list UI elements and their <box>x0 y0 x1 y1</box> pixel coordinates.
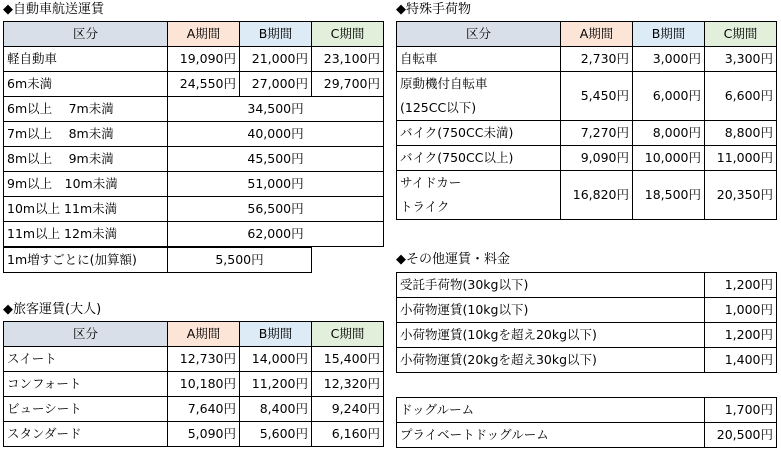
col-header-period-c: C期間 <box>312 22 384 47</box>
price-b: 6,000円 <box>633 72 705 121</box>
special-baggage-title: ◆特殊手荷物 <box>396 2 471 17</box>
car-fare-table <box>3 21 384 247</box>
price: 20,500円 <box>705 423 777 448</box>
price-b: 10,000円 <box>633 146 705 171</box>
row-label-line: 自転車 <box>400 51 438 66</box>
special-baggage-table <box>396 21 777 220</box>
row-label: 7m以上 8m未満 <box>4 122 168 147</box>
table-row <box>4 222 384 247</box>
row-label: 受託手荷物(30kg以下) <box>397 273 705 298</box>
row-label-line: バイク(750CC以上) <box>400 150 514 165</box>
passenger-fare-table <box>3 321 384 447</box>
row-label: 9m以上 10m未満 <box>4 172 168 197</box>
table-row <box>397 47 777 72</box>
table-header-row <box>4 22 384 47</box>
price-a: 7,640円 <box>168 397 240 422</box>
price-a: 7,270円 <box>561 121 633 146</box>
price-c: 6,600円 <box>705 72 777 121</box>
price-a: 12,730円 <box>168 347 240 372</box>
col-header-period-c: C期間 <box>705 22 777 47</box>
price-all: 40,000円 <box>168 122 384 147</box>
price-a: 16,820円 <box>561 171 633 220</box>
col-header-period-b: B期間 <box>240 22 312 47</box>
price-c: 3,300円 <box>705 47 777 72</box>
table-row <box>397 423 777 448</box>
price: 1,000円 <box>705 298 777 323</box>
row-label <box>397 72 561 121</box>
row-label: ドッグルーム <box>397 398 705 423</box>
table-row <box>4 72 384 97</box>
col-header-period-b: B期間 <box>633 22 705 47</box>
row-label: プライベートドッグルーム <box>397 423 705 448</box>
table-row <box>4 97 384 122</box>
table-row <box>397 72 777 121</box>
table-row <box>397 121 777 146</box>
table-row <box>397 171 777 220</box>
price-b: 18,500円 <box>633 171 705 220</box>
price-a: 9,090円 <box>561 146 633 171</box>
row-label <box>397 47 561 72</box>
price-all: 56,500円 <box>168 197 384 222</box>
row-label-line: (125CC以下) <box>400 100 477 115</box>
table-row <box>4 372 384 397</box>
row-label <box>397 146 561 171</box>
row-label <box>397 171 561 220</box>
table-row <box>4 422 384 447</box>
row-label: スタンダード <box>4 422 168 447</box>
table-row <box>4 147 384 172</box>
price-c: 8,800円 <box>705 121 777 146</box>
price-a: 5,090円 <box>168 422 240 447</box>
col-header-category: 区分 <box>397 22 561 47</box>
price-c: 29,700円 <box>312 72 384 97</box>
price-b: 11,200円 <box>240 372 312 397</box>
col-header-category: 区分 <box>4 322 168 347</box>
col-header-period-a: A期間 <box>168 322 240 347</box>
table-row <box>397 398 777 423</box>
row-label: スイート <box>4 347 168 372</box>
price: 1,200円 <box>705 323 777 348</box>
row-label <box>397 121 561 146</box>
car-fare-title: ◆自動車航送運賃 <box>3 2 104 17</box>
price-b: 5,600円 <box>240 422 312 447</box>
price-b: 27,000円 <box>240 72 312 97</box>
table-row <box>4 347 384 372</box>
table-row <box>4 197 384 222</box>
price-c: 11,000円 <box>705 146 777 171</box>
price-b: 14,000円 <box>240 347 312 372</box>
table-row <box>4 47 384 72</box>
row-label: 10m以上 11m未満 <box>4 197 168 222</box>
price-b: 3,000円 <box>633 47 705 72</box>
row-label: 6m未満 <box>4 72 168 97</box>
row-label-line: バイク(750CC未満) <box>400 125 514 140</box>
row-label: コンフォート <box>4 372 168 397</box>
passenger-fare-title: ◆旅客運賃(大人) <box>3 302 102 317</box>
price-a: 2,730円 <box>561 47 633 72</box>
col-header-category: 区分 <box>4 22 168 47</box>
price-all: 62,000円 <box>168 222 384 247</box>
row-label: ビューシート <box>4 397 168 422</box>
row-label: 軽自動車 <box>4 47 168 72</box>
price: 1,700円 <box>705 398 777 423</box>
price-c: 20,350円 <box>705 171 777 220</box>
row-label: 1m増すごとに(加算額) <box>4 248 168 273</box>
dog-room-table <box>396 397 777 448</box>
price: 1,200円 <box>705 273 777 298</box>
table-header-row <box>397 22 777 47</box>
row-label: 小荷物運賃(10kgを超え20kg以下) <box>397 323 705 348</box>
table-row <box>4 248 312 273</box>
price-a: 19,090円 <box>168 47 240 72</box>
price-b: 8,400円 <box>240 397 312 422</box>
table-row <box>397 348 777 373</box>
table-row <box>397 323 777 348</box>
row-label: 11m以上 12m未満 <box>4 222 168 247</box>
table-header-row <box>4 322 384 347</box>
price-a: 24,550円 <box>168 72 240 97</box>
row-label: 小荷物運賃(10kg以下) <box>397 298 705 323</box>
row-label: 小荷物運賃(20kgを超え30kg以下) <box>397 348 705 373</box>
price-c: 15,400円 <box>312 347 384 372</box>
col-header-period-c: C期間 <box>312 322 384 347</box>
price-a: 5,450円 <box>561 72 633 121</box>
price-b: 21,000円 <box>240 47 312 72</box>
row-label-line: 原動機付自転車 <box>400 76 488 91</box>
table-row <box>397 146 777 171</box>
row-label: 8m以上 9m未満 <box>4 147 168 172</box>
row-label: 6m以上 7m未満 <box>4 97 168 122</box>
other-fees-title: ◆その他運賃・料金 <box>396 252 510 267</box>
col-header-period-a: A期間 <box>168 22 240 47</box>
price: 1,400円 <box>705 348 777 373</box>
price-all: 34,500円 <box>168 97 384 122</box>
table-row <box>397 298 777 323</box>
table-row <box>4 122 384 147</box>
col-header-period-a: A期間 <box>561 22 633 47</box>
table-row <box>397 273 777 298</box>
other-fees-table <box>396 272 777 373</box>
price-b: 8,000円 <box>633 121 705 146</box>
table-row <box>4 172 384 197</box>
price-all: 51,000円 <box>168 172 384 197</box>
price-c: 6,160円 <box>312 422 384 447</box>
car-fare-additional <box>3 247 312 273</box>
row-label-line: サイドカー <box>400 175 462 190</box>
price-all: 45,500円 <box>168 147 384 172</box>
price-c: 12,320円 <box>312 372 384 397</box>
col-header-period-b: B期間 <box>240 322 312 347</box>
price-all: 5,500円 <box>168 248 312 273</box>
price-c: 23,100円 <box>312 47 384 72</box>
price-a: 10,180円 <box>168 372 240 397</box>
price-c: 9,240円 <box>312 397 384 422</box>
table-row <box>4 397 384 422</box>
row-label-line: トライク <box>400 199 450 214</box>
